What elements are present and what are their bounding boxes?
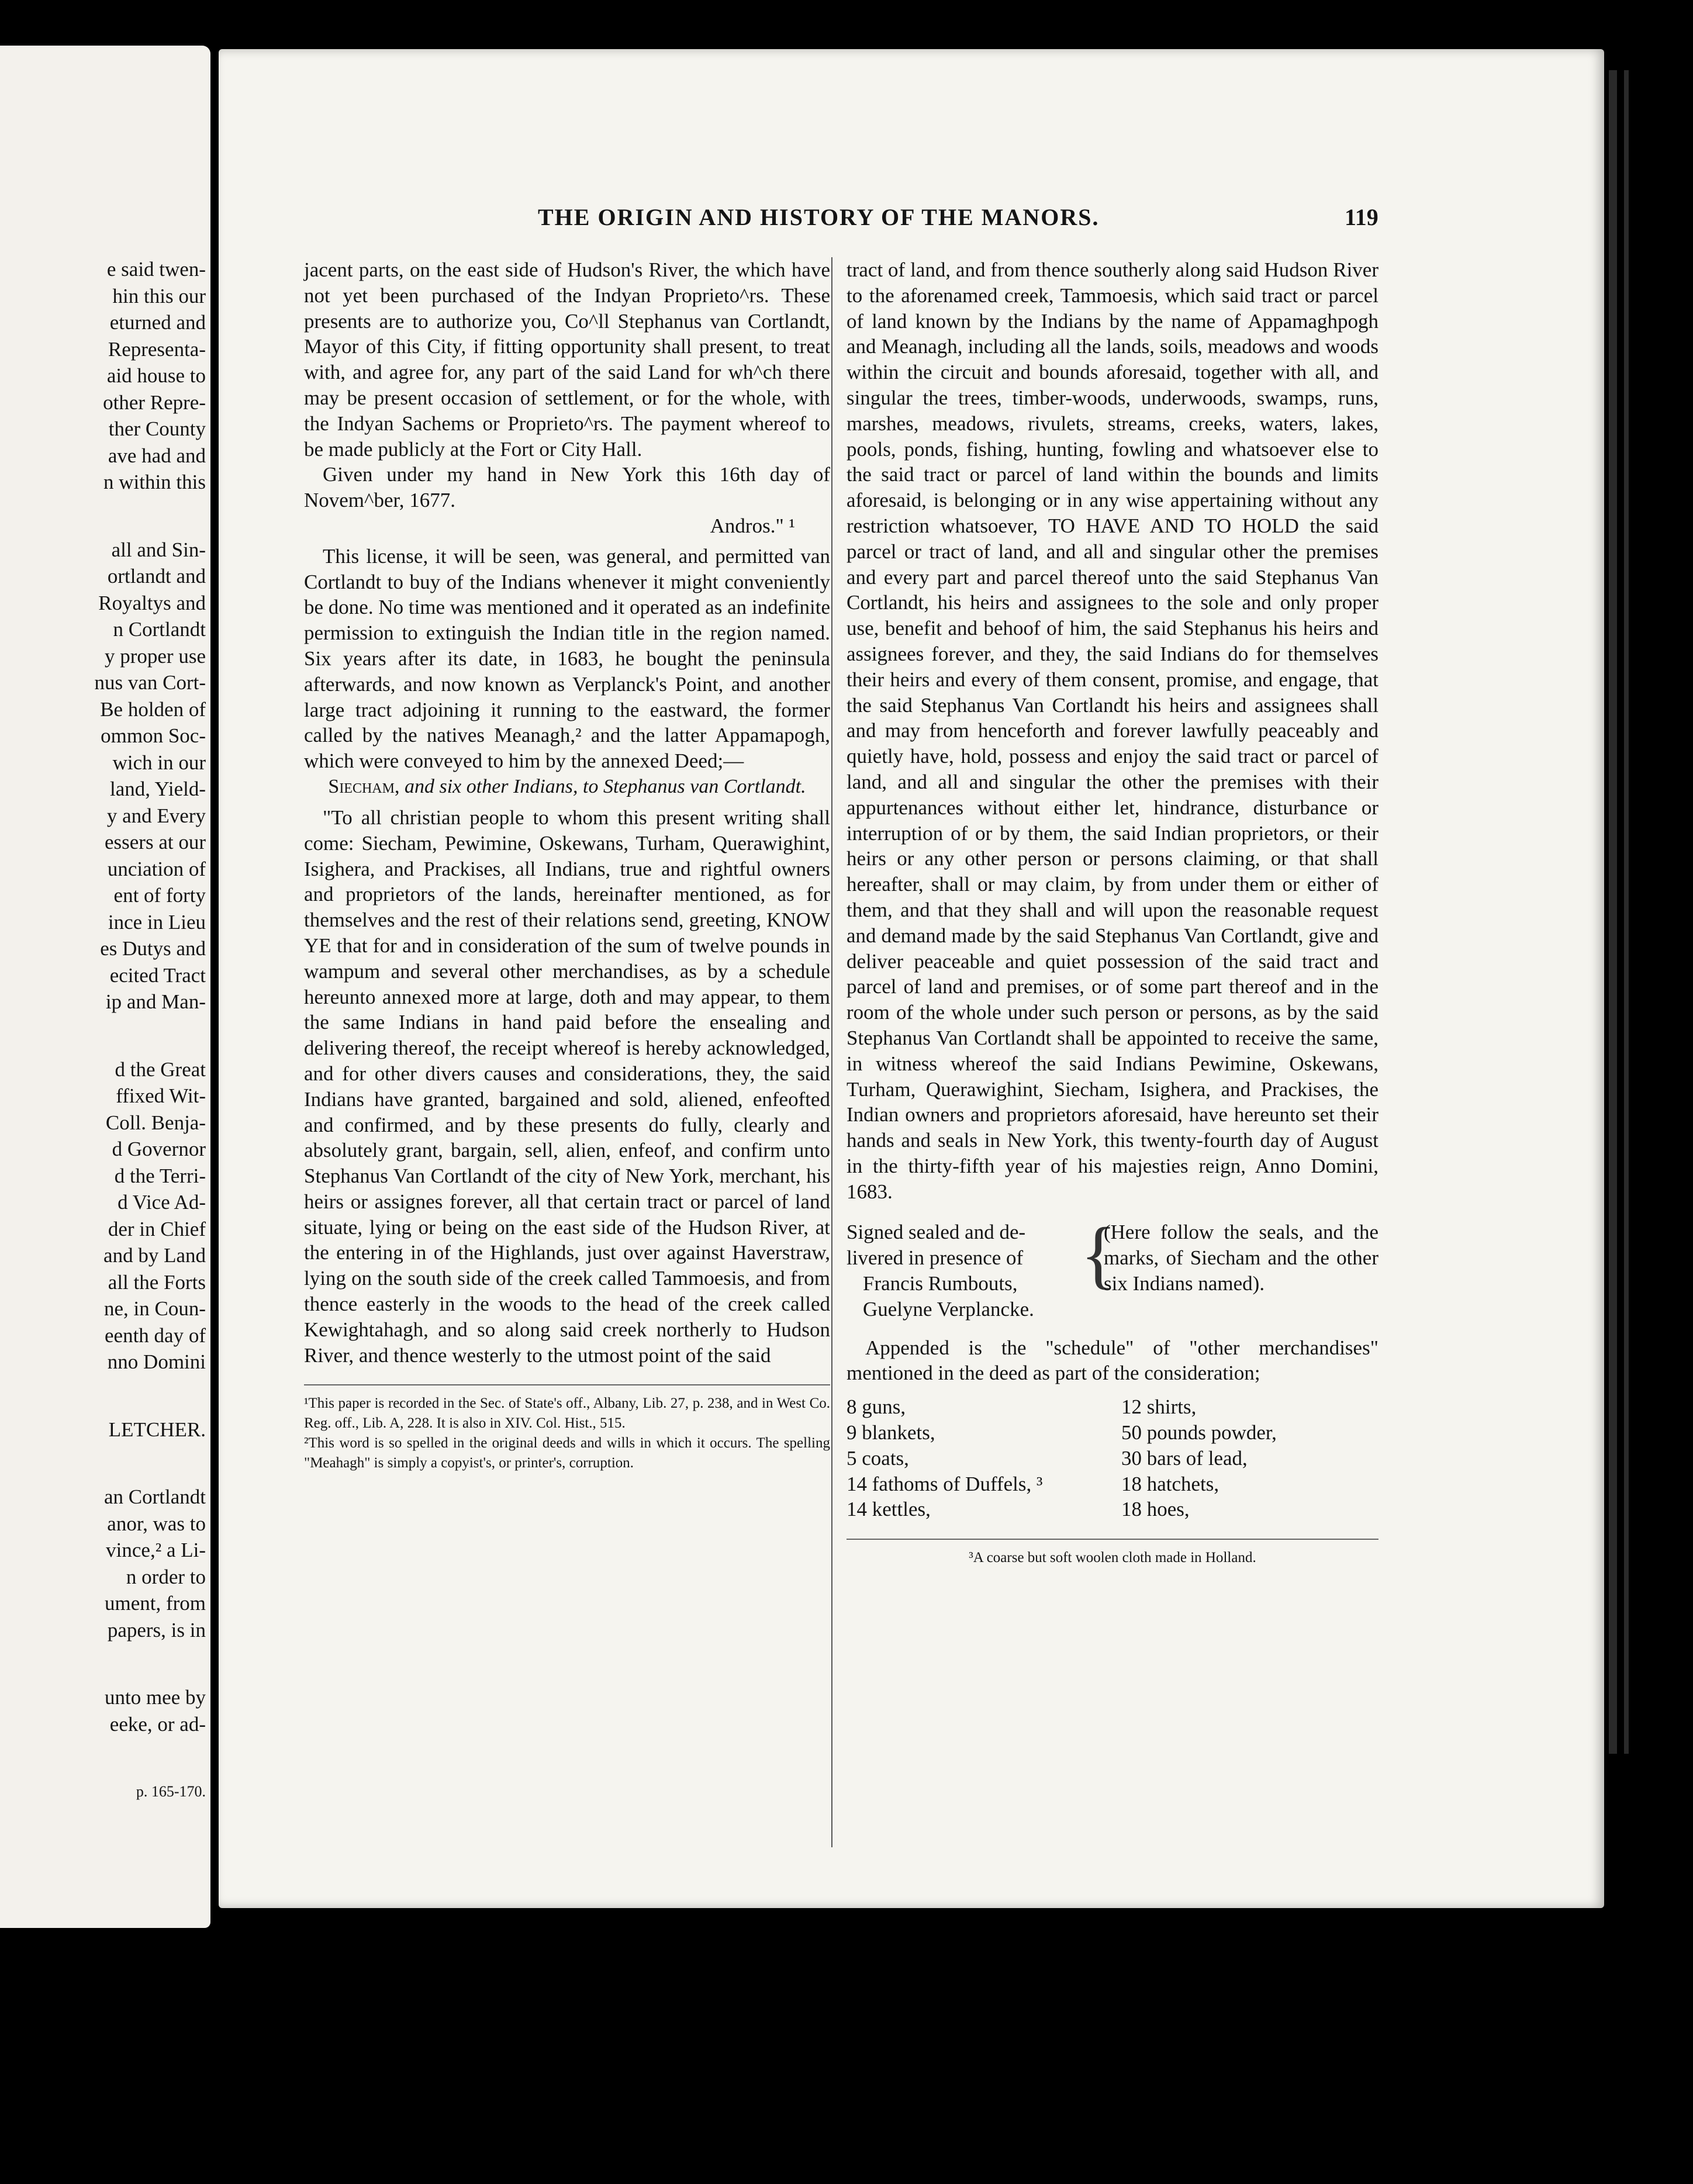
facing-page-line: d the Great: [115, 1058, 206, 1081]
list-item: 8 guns,: [847, 1395, 906, 1419]
facing-page-line: land, Yield-: [110, 777, 206, 800]
facing-page-line: ther County: [108, 417, 206, 440]
facing-page-line: d Vice Ad-: [118, 1191, 206, 1214]
witness-line: livered in presence of: [847, 1246, 1024, 1270]
facing-page-line: Be holden of: [100, 697, 206, 721]
witness-line: Signed sealed and de-: [847, 1221, 1026, 1244]
facing-page-line: vince,² a Li-: [106, 1539, 206, 1561]
list-item: 9 blankets,: [847, 1421, 935, 1445]
list-item: 50 pounds powder,: [1121, 1421, 1277, 1445]
footnote: ³A coarse but soft woolen cloth made in Holland.: [969, 1550, 1256, 1566]
facing-page-line: other Repre-: [103, 391, 206, 414]
deed-heading-rest: and six other Indians, to Stephanus van Cortlandt.: [404, 775, 806, 797]
page-edge: [1609, 70, 1617, 1754]
facing-page-line: papers, is in: [107, 1618, 206, 1642]
page-edge: [1624, 70, 1629, 1754]
facing-page-line: ince in Lieu: [108, 910, 206, 934]
signature: Andros." ¹: [710, 514, 795, 537]
list-item: 18 hoes,: [1121, 1498, 1190, 1521]
facing-page-line: all and Sin-: [111, 538, 206, 561]
facing-page-line: ip and Man-: [105, 990, 206, 1013]
page-number: 119: [1345, 204, 1378, 230]
brace: {: [1080, 1212, 1117, 1297]
deed-heading-name: Siecham,: [328, 775, 400, 797]
facing-page-line: and by Land: [103, 1244, 206, 1267]
facing-page-line: aid house to: [106, 364, 206, 387]
paragraph: Appended is the "schedule" of "other merchandises" mentioned in the deed as part of the consideration;: [847, 1336, 1378, 1385]
column-rule: [831, 257, 832, 1847]
facing-page-line: an Cortlandt: [104, 1485, 206, 1508]
facing-page-line: Coll. Benja-: [105, 1111, 206, 1134]
facing-page-text: [1, 256, 206, 1805]
left-column: [304, 257, 830, 1473]
list-item: 12 shirts,: [1121, 1395, 1197, 1419]
signature-block: [847, 1212, 1378, 1322]
facing-page-line: n within this: [103, 471, 206, 493]
facing-page-line: eenth day of: [105, 1323, 206, 1347]
ink-spot: [889, 2084, 899, 2092]
witness-line: Francis Rumbouts,: [863, 1272, 1018, 1295]
list-item: 5 coats,: [847, 1446, 909, 1470]
footnote-rule: [304, 1384, 830, 1385]
facing-page-line: y proper use: [104, 644, 206, 668]
facing-page-line: ument, from: [104, 1592, 206, 1615]
line-gap: [1, 496, 206, 537]
facing-page-line: ave had and: [108, 444, 206, 467]
facing-page-line: ent of forty: [113, 884, 206, 907]
facing-page-line: ommon Soc-: [101, 724, 206, 747]
paragraph: tract of land, and from thence southerly along said Hudson River to the aforenamed creek, Tammoesis, which said tract or parcel of land known by the Indians by the name of Appamaghpogh and Meanagh, including all the lands, soils, meadows and woods within the circuit and bounds aforesaid, together with all, and singular the trees, timber-woods, underwoods, swamps, runs, marshes, meadows, rivulets, streams, creeks, waters, lakes, pools, ponds, fishing, hunting, fowling and whatsoever else to the said tract or parcel of land within the bounds and limits aforesaid, is belonging or in any wise appertaining without any restriction whatsoever, TO HAVE AND TO HOLD the said parcel or tract of land, and all and singular other the premises and every part and parcel thereof unto the said Stephanus Van Cortlandt, his heirs and assignees to the sole and only proper use, benefit and behoof of him, the said Stephanus his heirs and assignees forever, and they, the said Indians do for themselves their heirs and every of them consent, promise, and engage, that the said Stephanus Van Cortlandt his heirs and assignees shall and may from henceforth and forever lawfully peaceably and quietly have, hold, possess and enjoy the said tract or parcel of land, and all and singular the other the premises with their appurtenances without either let, hindrance, disturbance or interruption of or by them, the said Indian proprietors, or their heirs or any other person or persons claiming, or that shall hereafter, shall or may claim, by from under them or either of them, and that they shall and will upon the reasonable request and demand made by the said Stephanus Van Cortlandt, give and deliver peaceable and quiet possession of the said tract and parcel of land and premises, or of some part thereof and in the room of the whole under such person or persons, as by the said Stephanus Van Cortlandt shall be appointed to receive the same, in witness whereof the said Indians Pewimine, Oskewans, Turham, Querawighint, Siecham, Isighera, and Prackises, the Indian owners and proprietors aforesaid, have hereunto set their hands and seals in New York, this twenty-fourth day of August in the thirty-fifth year of his majesties reign, Anno Domini, 1683.: [847, 258, 1378, 1203]
facing-page-line: ortlandt and: [107, 565, 206, 588]
paragraph: jacent parts, on the east side of Hudson's River, the which have not yet been purchased of the Indyan Proprieto^rs. These presents are to authorize you, Co^ll Stephanus van Cortlandt, Mayor of this City, if fitting opportunity shall present, to treat with, and agree for, any part of the said Land for wh^ch there may be present occasion of settlement, or for the whole, with the Indyan Sachems or Proprieto^rs. The payment whereof to be made publicly at the Fort or City Hall.: [304, 258, 830, 461]
facing-page-line: LETCHER.: [108, 1418, 206, 1441]
facing-page-line: unto mee by: [104, 1686, 206, 1709]
facing-page-line: ne, in Coun-: [103, 1297, 206, 1320]
facing-page-line: Royaltys and: [98, 591, 206, 614]
seals-note: (Here follow the seals, and the marks, of Siecham and the other six Indians named).: [1104, 1221, 1378, 1295]
line-gap: [1, 1737, 206, 1778]
facing-page-line: essers at our: [104, 831, 206, 853]
line-gap: [1, 1443, 206, 1484]
facing-page-line: ecited Tract: [109, 963, 206, 987]
list-item: 14 fathoms of Duffels, ³: [847, 1472, 1043, 1495]
facing-page-line: anor, was to: [107, 1512, 206, 1535]
facing-page-line: n order to: [126, 1565, 206, 1588]
facing-page-line: p. 165-170.: [136, 1783, 206, 1800]
running-title: THE ORIGIN AND HISTORY OF THE MANORS.: [538, 204, 1100, 230]
witnesses: [847, 1219, 1080, 1322]
facing-page-line: unciation of: [107, 857, 206, 880]
list-item: 14 kettles,: [847, 1498, 931, 1521]
facing-page-line: e said twen-: [106, 258, 206, 281]
list-item: 30 bars of lead,: [1121, 1446, 1248, 1470]
paragraph: This license, it will be seen, was general, and permitted van Cortlandt to buy of the Indians whenever it might conveniently be done. No time was mentioned and it operated as an indefinite permission to extinguish the Indian title in the region named. Six years after its date, in 1683, he bought the peninsula afterwards, and now known as Verplanck's Point, and another large tract adjoining it running to the eastward, the former called by the natives Meanagh,² and the latter Appamapogh, which were conveyed to him by the annexed Deed;—: [304, 544, 831, 773]
facing-page-line: ffixed Wit-: [116, 1084, 206, 1107]
facing-page-line: d Governor: [112, 1138, 206, 1160]
facing-page-line: eeke, or ad-: [109, 1712, 206, 1736]
facing-page-line: der in Chief: [108, 1217, 206, 1240]
footnote: ¹This paper is recorded in the Sec. of State's off., Albany, Lib. 27, p. 238, and in West Co. Reg. off., Lib. A, 228. It is also in XIV. Col. Hist., 515.: [304, 1395, 830, 1432]
facing-page-line: Representa-: [108, 337, 206, 361]
facing-page-line: eturned and: [109, 311, 206, 334]
deed-heading: [304, 774, 830, 799]
facing-page-line: hin this our: [112, 284, 206, 307]
list-item: 18 hatchets,: [1121, 1472, 1219, 1495]
facing-page-line: all the Forts: [108, 1270, 206, 1294]
facing-page-line: y and Every: [106, 804, 206, 827]
line-gap: [1, 1015, 206, 1056]
right-column: [847, 257, 1378, 1568]
paragraph: Given under my hand in New York this 16th day of Novem^ber, 1677.: [304, 463, 830, 512]
footnote-rule: [847, 1539, 1378, 1540]
schedule-list: [847, 1394, 1378, 1522]
ink-spot: [871, 2069, 889, 2082]
facing-page: [0, 46, 210, 1928]
facing-page-line: es Dutys and: [100, 937, 206, 960]
facing-page-line: d the Terri-: [114, 1164, 206, 1187]
witness-line: Guelyne Verplancke.: [863, 1297, 1034, 1321]
facing-page-line: nus van Cort-: [94, 671, 206, 694]
facing-page-line: n Cortlandt: [113, 618, 206, 641]
facing-page-line: nno Domini: [107, 1350, 206, 1373]
facing-page-line: wich in our: [112, 751, 206, 774]
footnote: ²This word is so spelled in the original deeds and wills in which it occurs. The spelling "Meahagh" is simply a copyist's, or printer's, corruption.: [304, 1435, 830, 1471]
paragraph: "To all christian people to whom this present writing shall come: Siecham, Pewimine, Oskewans, Turham, Querawighint, Isighera, and Prackises, all Indians, true and rightful owners and proprietors of the lands, hereinafter mentioned, as for themselves and the rest of their relations send, greeting, KNOW YE that for and in consideration of the sum of twelve pounds in wampum and several other merchandises, as by a schedule hereunto annexed more at large, doth and may appear, to them the same Indians in hand paid before the ensealing and delivering thereof, the receipt whereof is hereby acknowledged, and for other divers causes and considerations, they, the said Indians have granted, bargained and sold, aliened, enfeofted and confirmed, and by these presents do fully, clearly and absolutely grant, bargain, sell, alien, enfeof, and confirm unto Stephanus Van Cortlandt of the city of New York, merchant, his heirs or assignes forever, all that certain tract or parcel of land situate, lying or being on the east side of the Hudson River, at the entering in of the Highlands, just over against Haverstraw, lying on the south side of the creek called Tammoesis, and from thence easterly in the woods to the head of the creek called Kewightahagh, and so along said creek northerly to Hudson River, and thence westerly to the utmost point of the said: [304, 806, 830, 1367]
line-gap: [1, 1376, 206, 1416]
line-gap: [1, 1643, 206, 1684]
ink-spot: [880, 2096, 893, 2105]
